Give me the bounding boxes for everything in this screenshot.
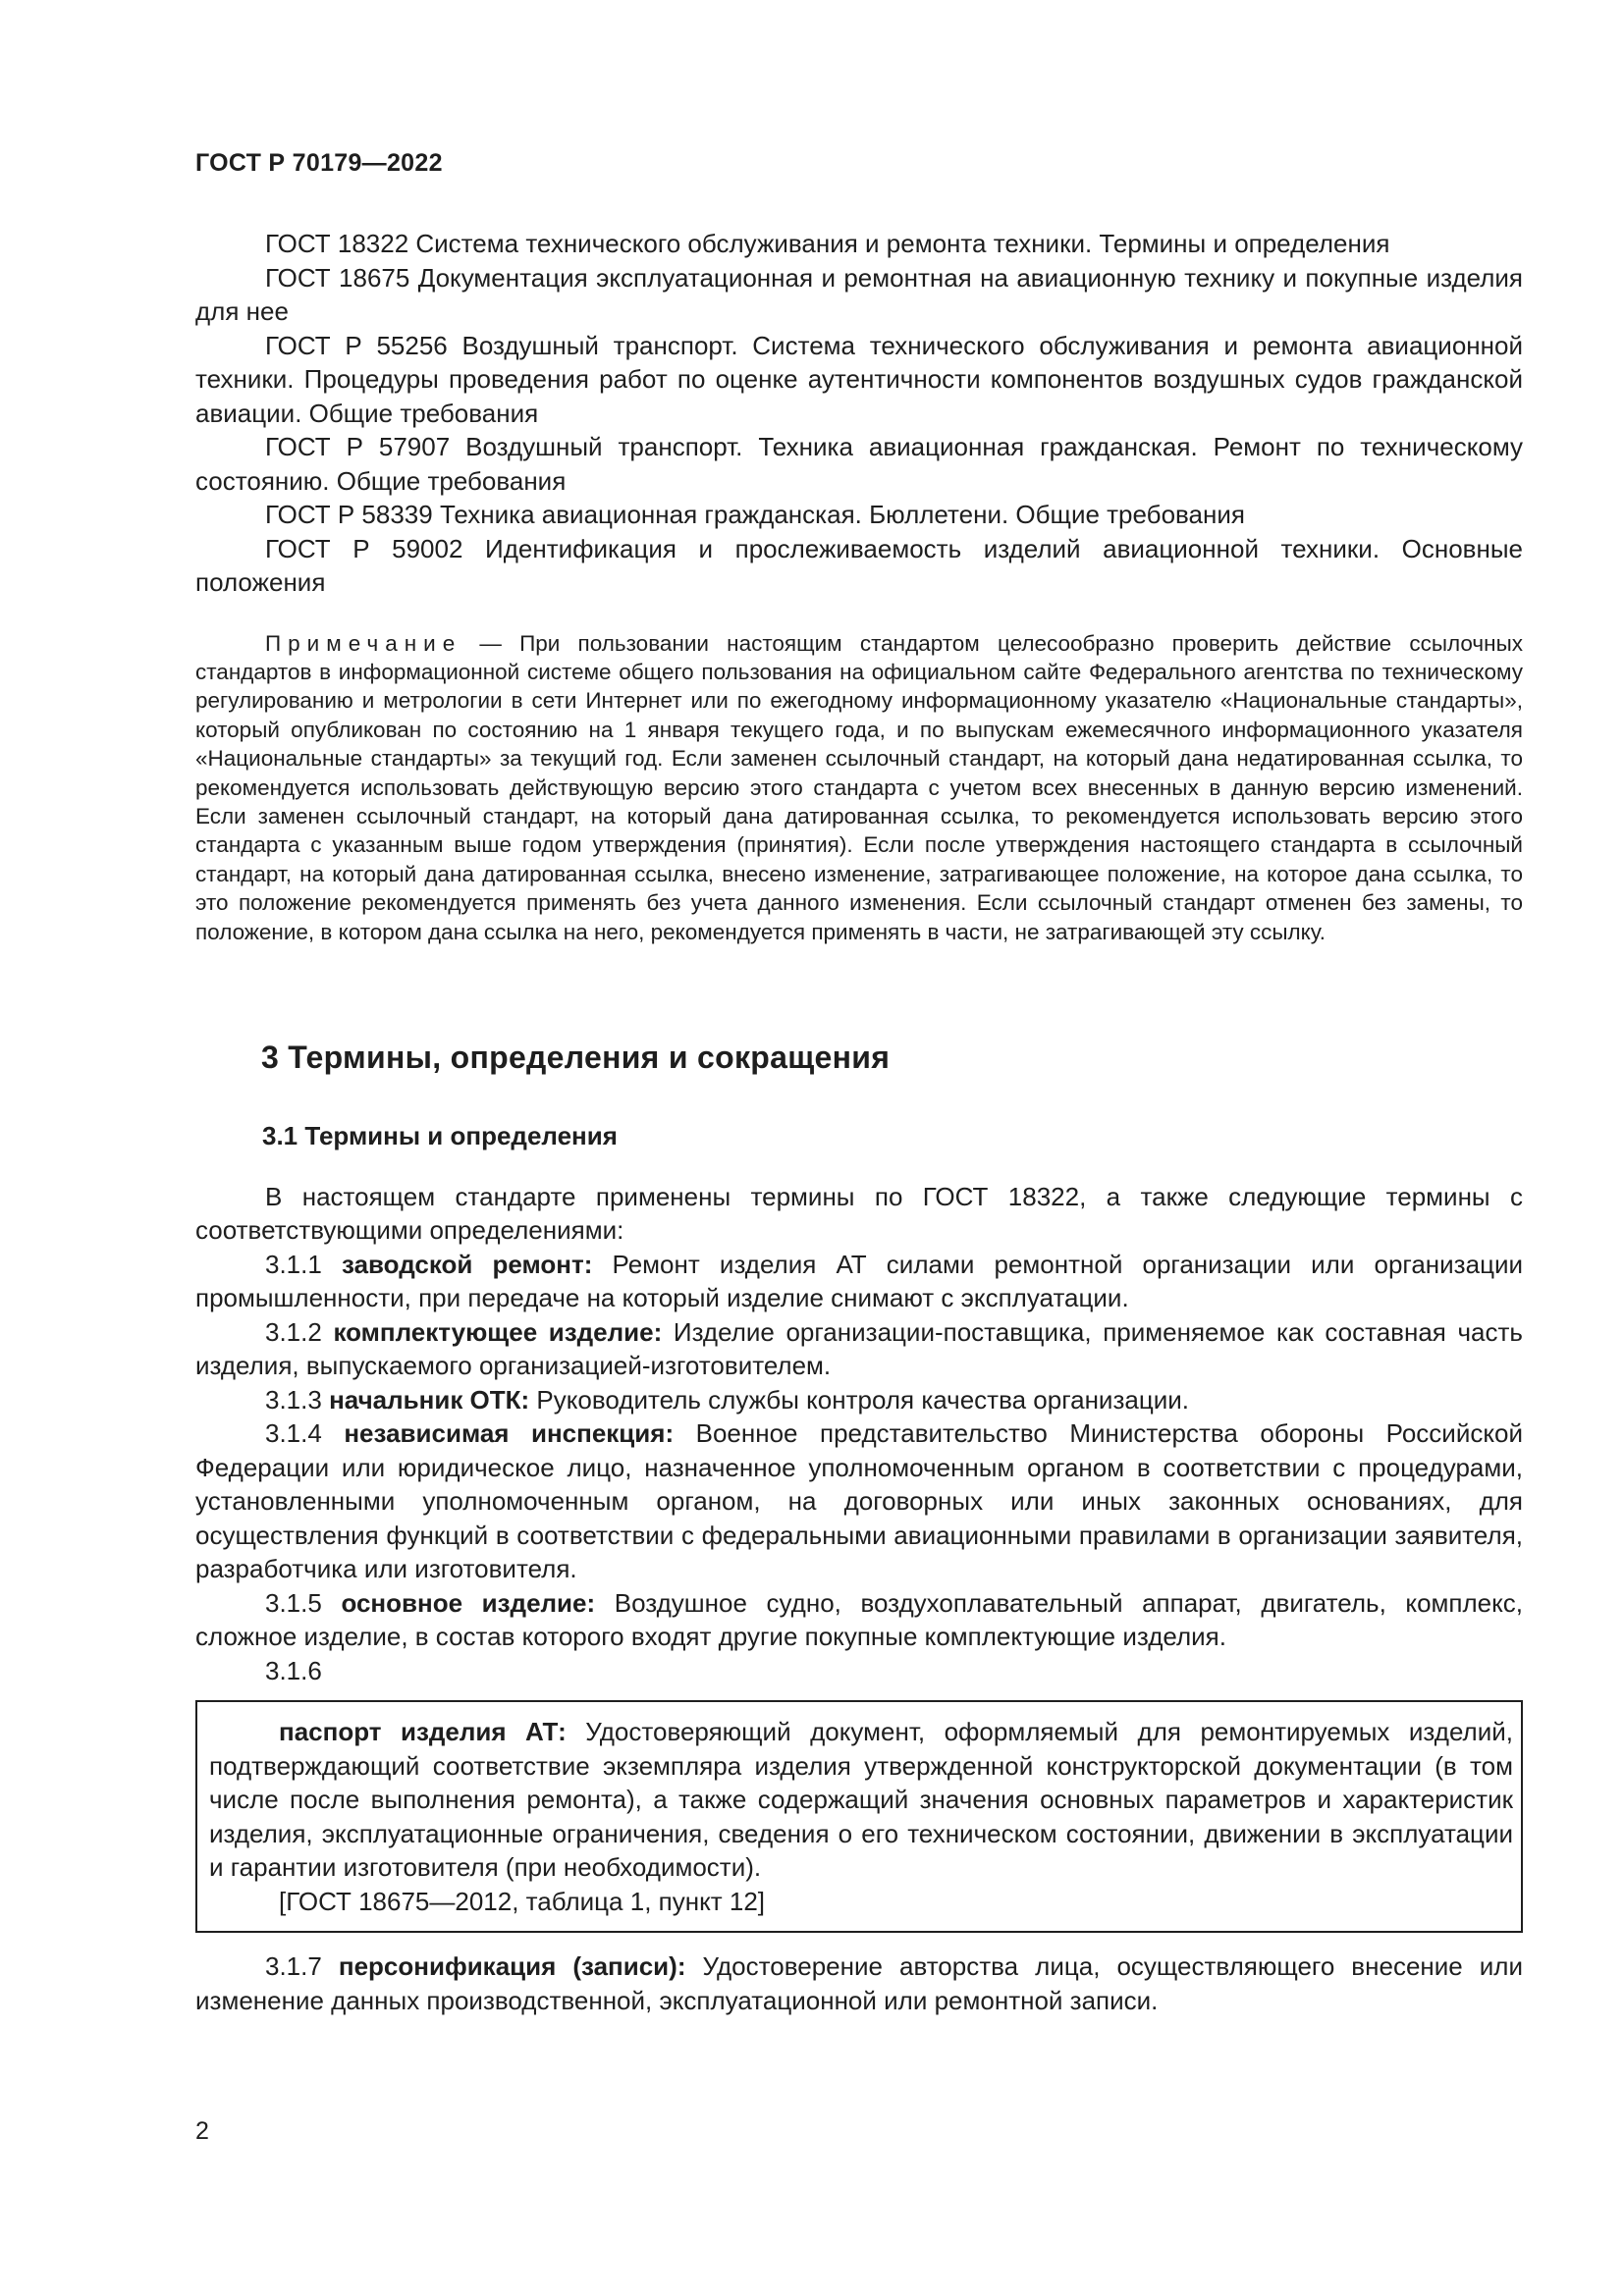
term-name: комплектующее изделие: — [333, 1316, 663, 1347]
term-entry — [195, 1949, 1523, 2017]
term-number: 3.1.3 — [265, 1384, 330, 1415]
section-title: 3 Термины, определения и сокращения — [261, 1039, 891, 1075]
reference-item: ГОСТ Р 59002 Идентификация и прослеживаемость изделий авиационной техники. Основные положения — [195, 533, 1523, 597]
page-number: 2 — [195, 2117, 209, 2145]
term-name: заводской ремонт: — [341, 1249, 593, 1279]
term-definition: Воздушное судно, воздухоплавательный аппарат, двигатель, комплекс, сложное изделие, в состав которого входят другие покупные комплектующие изделия. — [195, 1587, 1524, 1652]
term-entry — [195, 1416, 1523, 1586]
term-definition: Удостоверение авторства лица, осуществляющего внесение или изменение данных производственной, эксплуатационной или ремонтной записи. — [195, 1951, 1523, 2015]
term-source: [ГОСТ 18675—2012, таблица 1, пункт 12] — [279, 1886, 766, 1916]
term-entry — [209, 1715, 1513, 1885]
reference-item: ГОСТ Р 58339 Техника авиационная гражданская. Бюллетени. Общие требования — [265, 500, 1245, 529]
term-entry — [195, 1383, 1523, 1417]
boxed-term-definition — [195, 1700, 1523, 1933]
term-number: 3.1.4 — [265, 1418, 345, 1449]
term-number-standalone: 3.1.6 — [265, 1655, 322, 1685]
terms-intro: В настоящем стандарте применены термины по ГОСТ 18322, а также следующие термины с соответствующими определениями: — [195, 1181, 1523, 1246]
term-number: 3.1.7 — [265, 1951, 339, 1982]
document-content — [195, 227, 1523, 2017]
term-definition: Руководитель службы контроля качества организации. — [529, 1384, 1189, 1415]
term-definition: Удостоверяющий документ, оформляемый для ремонтируемых изделий, подтверждающий соответствие экземпляра изделия утвержденной конструкторской документации (в том числе после выполнения ремонта), а также содержащий значения основных параметров и характеристик изделия, эксплуатационные ограничения, сведения о его техническом состоянии, движении в эксплуатации и гарантии изготовителя (при необходимости). — [209, 1717, 1513, 1883]
reference-item: ГОСТ 18322 Система технического обслуживания и ремонта техники. Термины и определения — [265, 229, 1390, 258]
term-name: начальник ОТК: — [329, 1384, 530, 1415]
references-note — [195, 629, 1523, 946]
normative-references-list — [195, 227, 1523, 600]
term-number: 3.1.1 — [265, 1249, 342, 1279]
subsection-title: 3.1 Термины и определения — [262, 1120, 618, 1150]
reference-item: ГОСТ 18675 Документация эксплуатационная и ремонтная на авиационную технику и покупные изделия для нее — [195, 262, 1523, 326]
note-text: — При пользовании настоящим стандартом целесообразно проверить действие ссылочных стандартов в информационной системе общего пользования на официальном сайте Федерального агентства по техническому регулированию и метрологии в сети Интернет или по ежегодному информационному указателю «Национальные стандарты», который опубликован по состоянию на 1 января текущего года, и по выпускам ежемесячного информационного указателя «Национальные стандарты» за текущий год. Если заменен ссылочный стандарт, на который дана недатированная ссылка, то рекомендуется использовать действующую версию этого стандарта с учетом всех внесенных в данную версию изменений. Если заменен ссылочный стандарт, на который дана датированная ссылка, то рекомендуется использовать версию этого стандарта с указанным выше годом утверждения (принятия). Если после утверждения настоящего стандарта в ссылочный стандарт, на который дана датированная ссылка, внесено изменение, затрагивающее положение, на которое дана ссылка, то это положение рекомендуется применять без учета данного изменения. Если ссылочный стандарт отменен без замены, то положение, в котором дана ссылка на него, рекомендуется применять в части, не затрагивающей эту ссылку. — [195, 630, 1523, 944]
term-name: паспорт изделия АТ: — [279, 1717, 567, 1747]
term-number: 3.1.5 — [265, 1587, 342, 1618]
term-name: персонификация (записи): — [338, 1951, 686, 1982]
term-definition: Изделие организации-поставщика, применяемое как составная часть изделия, выпускаемого организацией-изготовителем. — [195, 1316, 1523, 1381]
reference-item: ГОСТ Р 57907 Воздушный транспорт. Техника авиационная гражданская. Ремонт по техническому состоянию. Общие требования — [195, 432, 1523, 496]
term-definition: Ремонт изделия АТ силами ремонтной организации или организации промышленности, при передаче на который изделие снимают с эксплуатации. — [195, 1249, 1524, 1313]
term-entry — [195, 1248, 1523, 1315]
term-entry — [195, 1315, 1523, 1383]
term-name: основное изделие: — [341, 1587, 596, 1618]
reference-item: ГОСТ Р 55256 Воздушный транспорт. Система технического обслуживания и ремонта авиационной техники. Процедуры проведения работ по оценке аутентичности компонентов воздушных судов гражданской авиации. Общие требования — [195, 330, 1523, 428]
note-label: Примечание — [265, 630, 462, 656]
term-definition: Военное представительство Министерства обороны Российской Федерации или юридическое лицо, назначенное уполномоченным органом в соответствии с процедурами, установленными уполномоченным органом, на договорных или иных законных основаниях, для осуществления функций в соответствии с федеральными авиационными правилами в организации заявителя, разработчика или изготовителя. — [195, 1418, 1523, 1584]
term-number: 3.1.2 — [265, 1316, 334, 1347]
term-name: независимая инспекция: — [344, 1418, 675, 1449]
term-entry — [195, 1586, 1523, 1654]
document-header: ГОСТ Р 70179—2022 — [195, 149, 443, 177]
